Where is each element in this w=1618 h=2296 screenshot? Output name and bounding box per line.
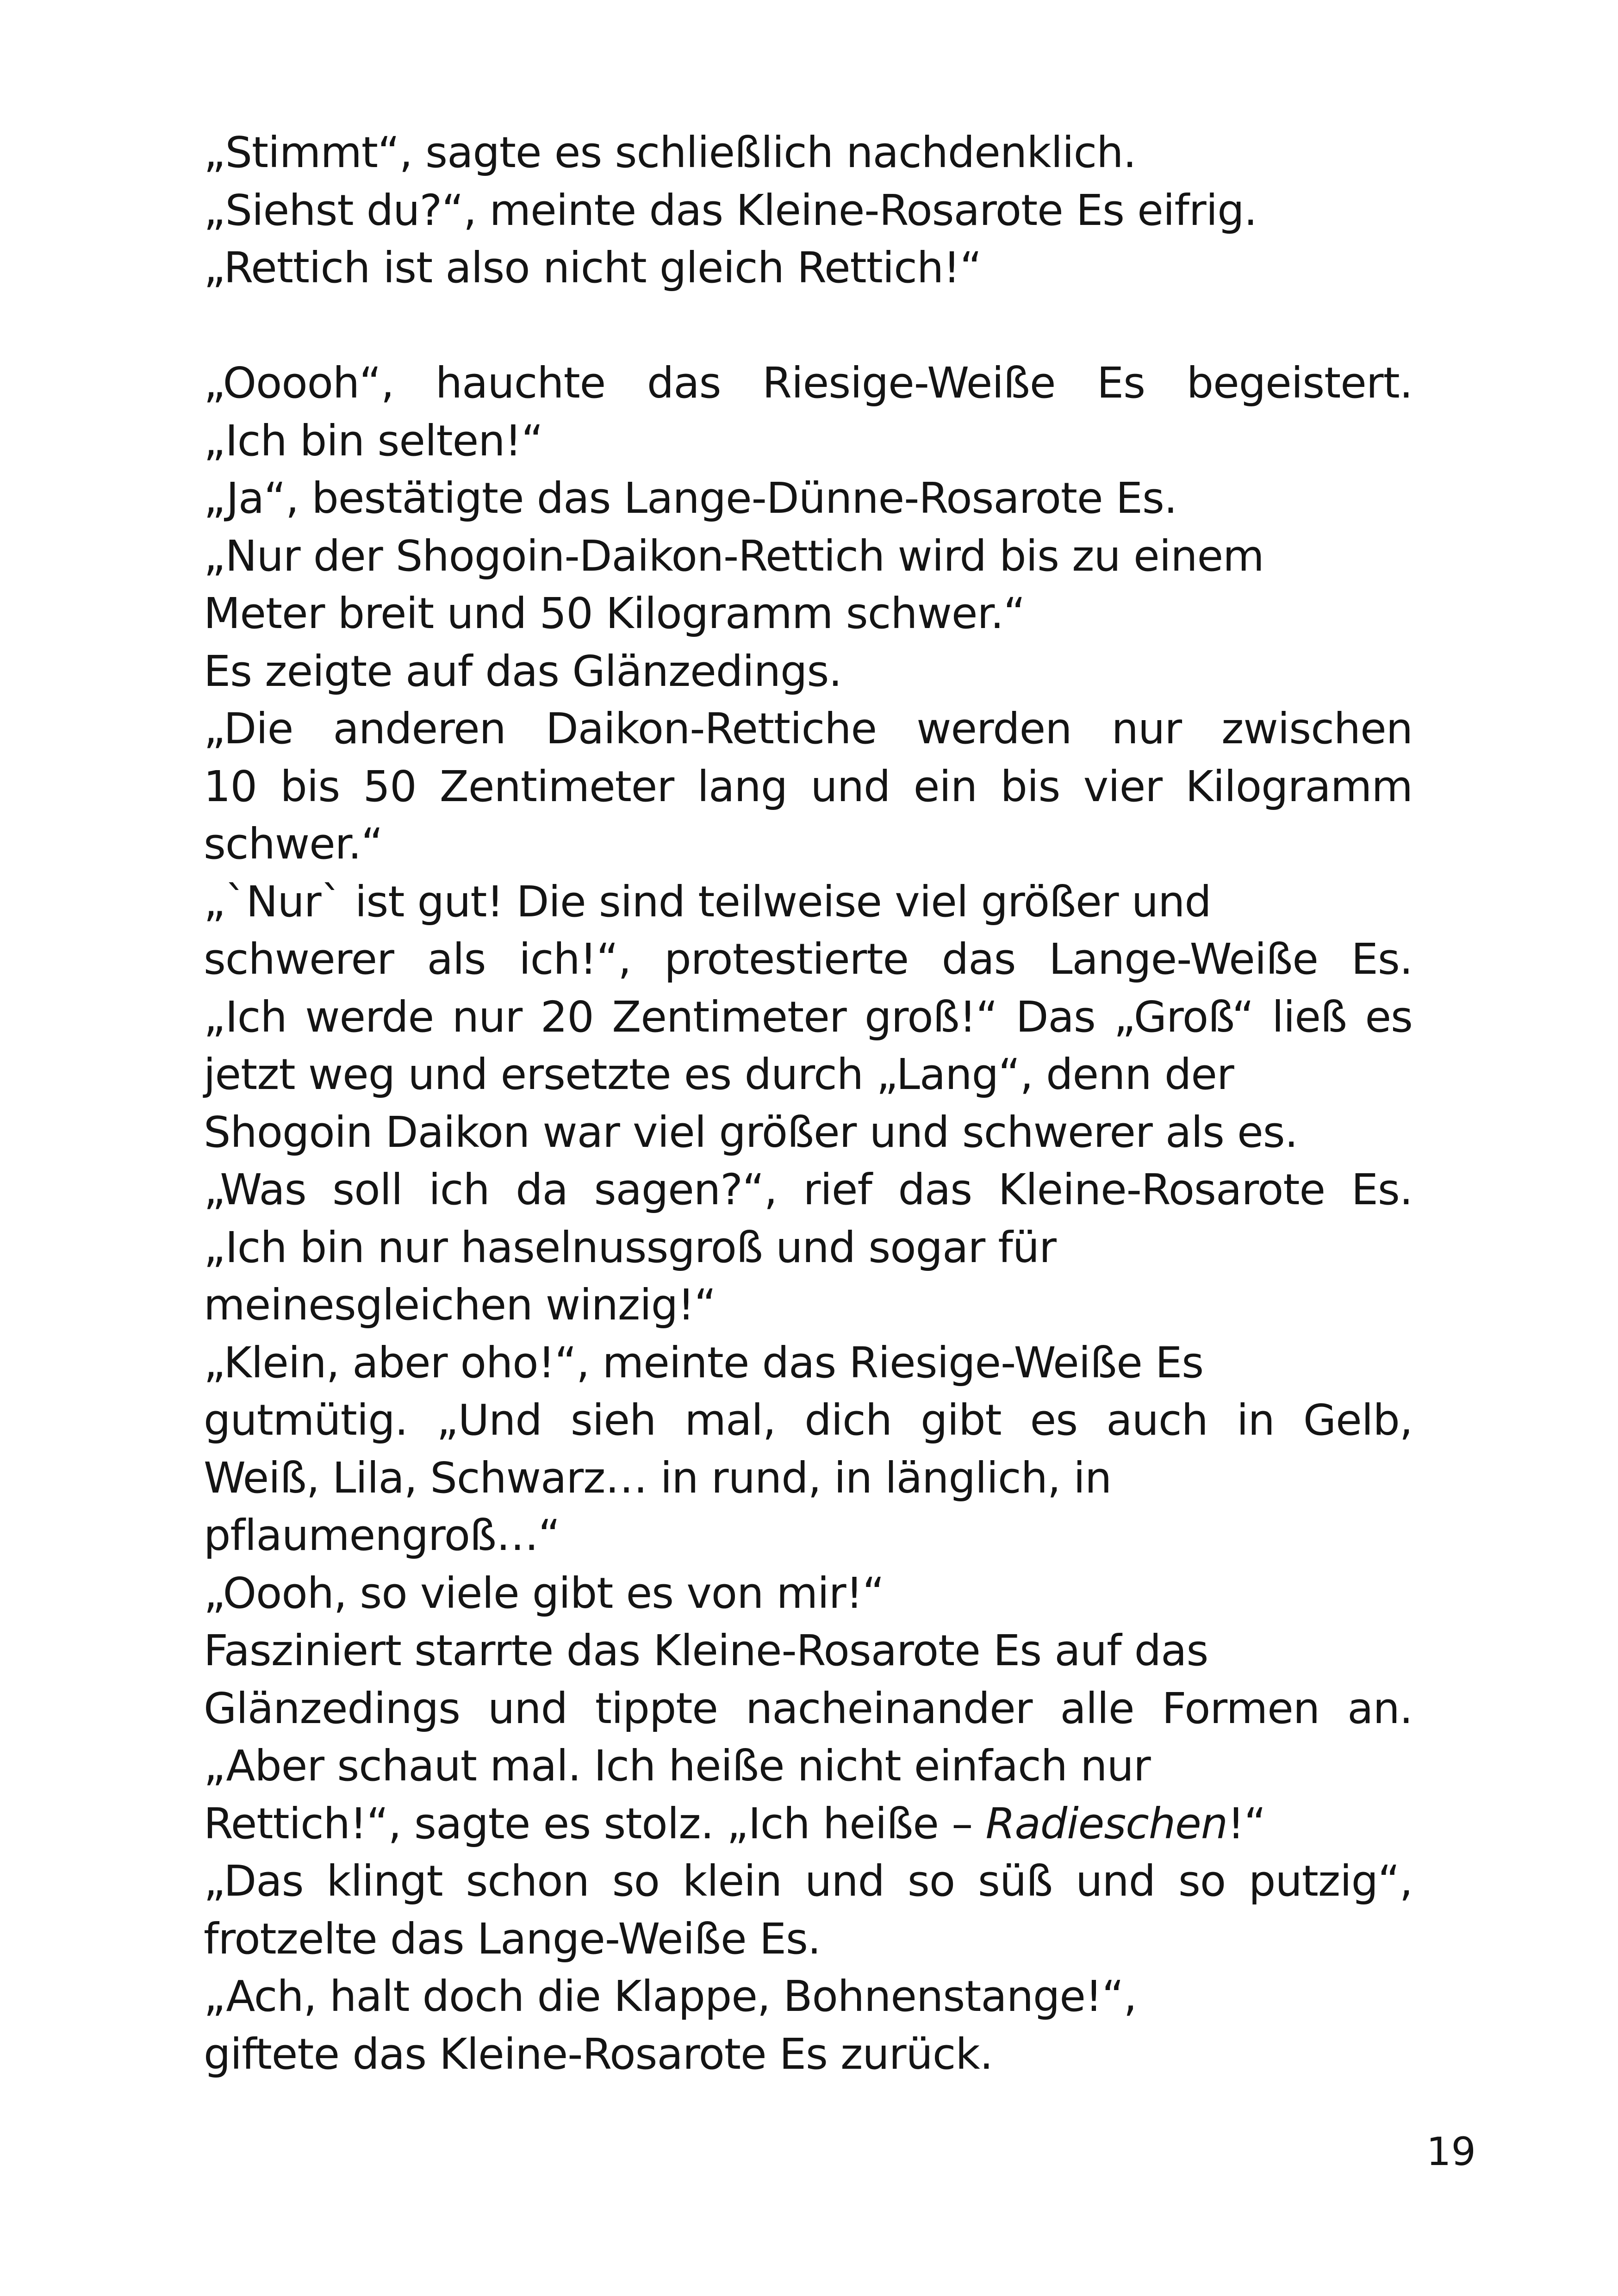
text-line [204, 989, 1413, 1046]
text-line-content: Rettich!“, sagte es stolz. „Ich heiße – [204, 1798, 986, 1848]
text-line-content: giftete das Kleine-Rosarote Es zurück. [204, 2029, 993, 2079]
text-line-content: frotzelte das Lange-Weiße Es. [204, 1914, 821, 1964]
text-line-content: „Aber schaut mal. Ich heiße nicht einfach nur [204, 1741, 1151, 1791]
text-line-content: meinesgleichen winzig!“ [204, 1280, 716, 1330]
text-line [204, 1450, 1413, 1507]
text-line-content: schwer.“ [204, 819, 383, 869]
text-line [204, 815, 1413, 873]
text-line-content: „Ach, halt doch die Klappe, Bohnenstange!“, [204, 1972, 1137, 2021]
text-line [204, 412, 1413, 470]
text-line [204, 1795, 1413, 1853]
text-line [204, 585, 1413, 643]
text-line-content: 10 bis 50 Zentimeter lang und ein bis vier Kilogramm [204, 761, 1413, 811]
text-line-content: gutmütig. „Und sieh mal, dich gibt es auch in Gelb, [204, 1395, 1413, 1445]
text-line [204, 1161, 1413, 1219]
italic-word: Radieschen [985, 1798, 1228, 1848]
text-line-content: „Das klingt schon so klein und so süß und so putzig“, [204, 1856, 1413, 1906]
text-line-content: Glänzedings und tippte nacheinander alle Formen an. [204, 1683, 1413, 1733]
text-line-content: jetzt weg und ersetzte es durch „Lang“, denn der [204, 1050, 1234, 1099]
text-line [204, 1276, 1413, 1334]
text-line-content: „Nur der Shogoin-Daikon-Rettich wird bis zu einem [204, 531, 1264, 581]
text-line-content: Es zeigte auf das Glänzedings. [204, 646, 842, 696]
text-line [204, 643, 1413, 701]
text-line [204, 1334, 1413, 1392]
text-line [204, 700, 1413, 758]
text-line-content: „`Nur` ist gut! Die sind teilweise viel größer und [204, 877, 1211, 927]
text-line [204, 1737, 1413, 1795]
text-line [204, 2026, 1413, 2084]
text-line-content: Fasziniert starrte das Kleine-Rosarote Es auf das [204, 1626, 1208, 1675]
text-line-content: schwerer als ich!“, protestierte das Lange-Weiße Es. [204, 934, 1413, 984]
text-line-content: Shogoin Daikon war viel größer und schwerer als es. [204, 1107, 1298, 1157]
text-line-content: Meter breit und 50 Kilogramm schwer.“ [204, 589, 1025, 638]
text-line-content: pflaumengroß…“ [204, 1511, 560, 1560]
text-line-content: „Ich bin selten!“ [204, 416, 543, 466]
text-line [204, 528, 1413, 585]
text-line [204, 1507, 1413, 1565]
text-line-end: !“ [1227, 1798, 1266, 1848]
page-number: 19 [1426, 2129, 1476, 2174]
text-line [204, 1968, 1413, 2026]
paragraph-gap [204, 297, 1413, 355]
text-line-content: „Oooh, so viele gibt es von mir!“ [204, 1568, 884, 1618]
text-line [204, 1910, 1413, 1968]
text-line [204, 1565, 1413, 1623]
text-line [204, 1392, 1413, 1450]
text-line-content: „Stimmt“, sagte es schließlich nachdenklich. [204, 128, 1136, 177]
text-line [204, 1219, 1413, 1277]
text-line-content: „Die anderen Daikon-Rettiche werden nur zwischen [204, 704, 1413, 753]
text-line [204, 1853, 1413, 1910]
text-line-content: „Ich werde nur 20 Zentimeter groß!“ Das „Groß“ ließ es [204, 992, 1413, 1042]
text-line [204, 239, 1413, 297]
text-line [204, 758, 1413, 816]
story-text [204, 124, 1413, 2083]
text-line-content: „Siehst du?“, meinte das Kleine-Rosarote Es eifrig. [204, 185, 1257, 235]
text-line-content: „Rettich ist also nicht gleich Rettich!“ [204, 243, 982, 292]
text-line [204, 182, 1413, 240]
text-line [204, 1680, 1413, 1738]
text-line [204, 1622, 1413, 1680]
text-line [204, 931, 1413, 989]
text-line-content: „Ooooh“, hauchte das Riesige-Weiße Es begeistert. [204, 358, 1413, 408]
text-line [204, 355, 1413, 412]
text-line [204, 1046, 1413, 1104]
text-line [204, 470, 1413, 528]
text-line-content: „Was soll ich da sagen?“, rief das Kleine-Rosarote Es. [204, 1165, 1413, 1214]
text-line [204, 1104, 1413, 1162]
text-line [204, 124, 1413, 182]
text-line-content: „Ja“, bestätigte das Lange-Dünne-Rosarote Es. [204, 473, 1177, 523]
text-line-content: „Ich bin nur haselnussgroß und sogar für [204, 1222, 1056, 1272]
text-line-content: „Klein, aber oho!“, meinte das Riesige-Weiße Es [204, 1338, 1204, 1388]
text-line-content: Weiß, Lila, Schwarz… in rund, in länglich, in [204, 1453, 1112, 1503]
text-line [204, 873, 1413, 931]
